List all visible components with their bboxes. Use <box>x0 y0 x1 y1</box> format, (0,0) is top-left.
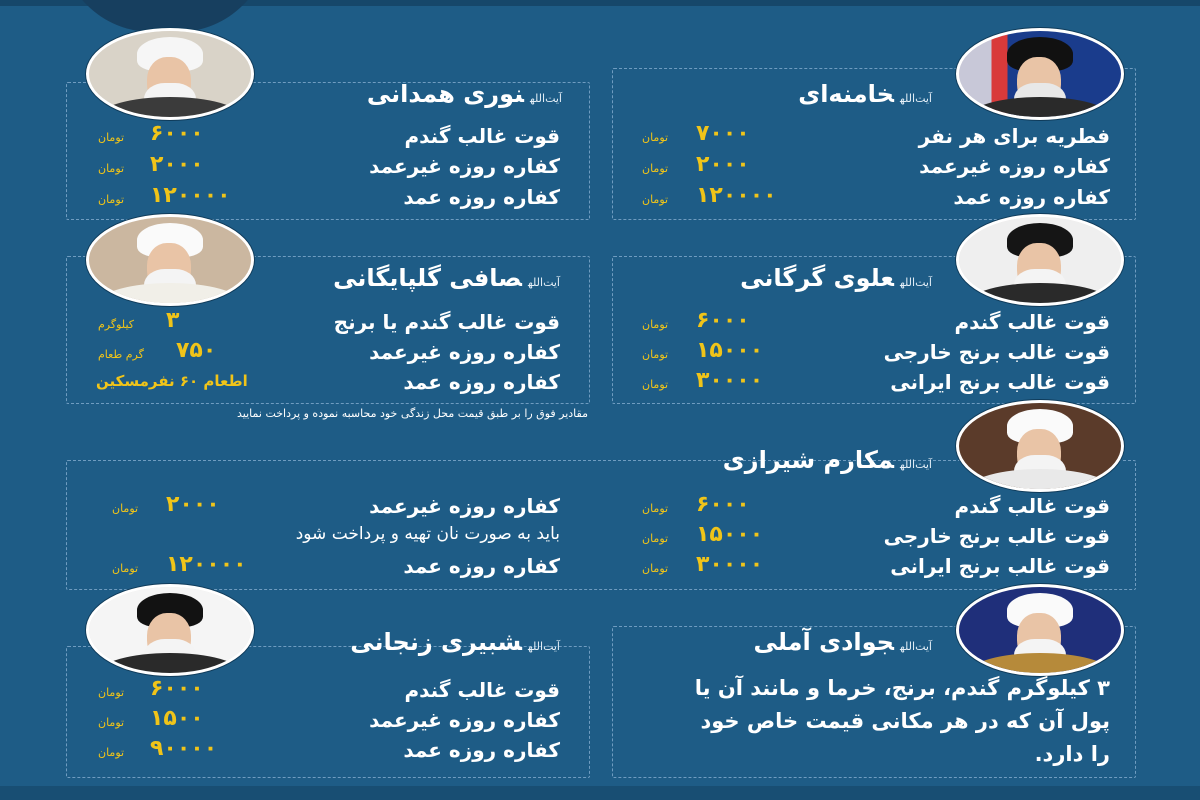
prefix-label: آیت‌الله <box>899 640 932 653</box>
unit-label: تومان <box>642 502 669 515</box>
unit-label: تومان <box>98 716 125 729</box>
unit-label: تومان <box>642 378 669 391</box>
row-shobeiri-2 <box>369 708 560 732</box>
value-shobeiri-2 <box>150 706 204 731</box>
row-label: کفاره روزه غیرعمد <box>369 494 560 518</box>
unit-label: تومان <box>98 193 125 206</box>
row-khamenei-3 <box>953 185 1110 209</box>
value: اطعام ۶۰ نفرمسکین <box>96 372 248 390</box>
value: ۶۰۰۰ <box>696 492 750 517</box>
value: ۷۵۰ <box>176 338 217 363</box>
title-shobeiri <box>350 628 560 656</box>
row-label: کفاره روزه غیرعمد <box>369 154 560 178</box>
prefix-label: آیت‌الله <box>527 276 560 289</box>
value: ۶۰۰۰ <box>150 121 204 146</box>
row-shobeiri-3 <box>403 738 560 762</box>
value: ۱۵۰۰۰ <box>696 522 764 547</box>
row-shobeiri-1 <box>404 678 560 702</box>
note-safi: مقادیر فوق را بر طبق قیمت محل زندگی خود محاسبه نموده و پرداخت نمایید <box>237 407 588 420</box>
value-makarem-r3 <box>696 552 763 577</box>
unit-label: تومان <box>642 193 669 206</box>
value-khamenei-3 <box>696 183 777 208</box>
portrait-shobeiri <box>86 584 254 676</box>
row-label: کفاره روزه غیرعمد <box>919 154 1110 178</box>
title-javadi <box>754 628 932 656</box>
row-noori-3 <box>403 185 560 209</box>
row-khamenei-1 <box>919 124 1110 148</box>
row-label: قوت غالب برنج ایرانی <box>890 554 1110 578</box>
value: ۳۰۰۰۰ <box>696 368 764 393</box>
row-label: باید به صورت نان تهیه و پرداخت شود <box>295 524 560 544</box>
prefix-label: آیت‌الله <box>899 92 932 105</box>
value: ۲۰۰۰ <box>696 152 750 177</box>
row-label: قوت غالب برنج خارجی <box>883 524 1110 548</box>
row-label: قوت غالب گندم <box>954 310 1110 334</box>
value-shobeiri-1 <box>150 676 204 701</box>
prefix-label: آیت‌الله <box>899 276 932 289</box>
row-safi-1 <box>334 310 560 334</box>
portrait-alavi <box>956 214 1124 306</box>
row-label: کفاره روزه عمد <box>403 738 560 762</box>
row-label: کفاره روزه غیرعمد <box>369 708 560 732</box>
value-makarem-l1 <box>166 492 220 517</box>
row-label: فطریه برای هر نفر <box>918 124 1110 148</box>
value-makarem-r2 <box>696 522 763 547</box>
unit-label: تومان <box>642 532 669 545</box>
row-alavi-3 <box>890 370 1110 394</box>
value-alavi-2 <box>696 338 763 363</box>
row-alavi-1 <box>954 310 1110 334</box>
value-noori-3 <box>150 183 231 208</box>
row-alavi-2 <box>884 340 1110 364</box>
row-label: قوت غالب برنج ایرانی <box>890 370 1110 394</box>
portrait-makarem <box>956 400 1124 492</box>
name-safi: صافی گلپایگانی <box>333 264 522 292</box>
unit-label: تومان <box>642 131 669 144</box>
name-javadi: جوادی آملی <box>753 628 894 656</box>
row-makarem-l3 <box>403 554 560 578</box>
row-noori-1 <box>404 124 560 148</box>
title-khamenei <box>798 80 932 108</box>
value: ۱۲۰۰۰۰ <box>696 183 777 208</box>
value-safi-2 <box>176 338 216 363</box>
row-makarem-r1 <box>954 494 1110 518</box>
row-safi-2 <box>369 340 560 364</box>
row-makarem-r2 <box>884 524 1110 548</box>
value-alavi-3 <box>696 368 763 393</box>
row-makarem-r3 <box>890 554 1110 578</box>
unit-label: تومان <box>642 318 669 331</box>
unit-gram: گرم طعام <box>98 348 144 361</box>
value: ۳۰۰۰۰ <box>696 552 764 577</box>
unit-label: تومان <box>642 162 669 175</box>
value: ۳ <box>166 308 180 333</box>
prefix-label: آیت‌الله <box>527 640 560 653</box>
name-shobeiri: شبیری زنجانی <box>350 628 522 656</box>
name-khamenei: خامنه‌ای <box>798 80 894 108</box>
row-safi-3 <box>403 370 560 394</box>
value: ۹۰۰۰۰ <box>150 736 218 761</box>
value-safi-1 <box>166 308 179 333</box>
portrait-khamenei <box>956 28 1124 120</box>
value: ۱۲۰۰۰۰ <box>166 552 247 577</box>
row-label: قوت غالب گندم <box>954 494 1110 518</box>
unit-label: تومان <box>98 131 125 144</box>
value: ۶۰۰۰ <box>150 676 204 701</box>
value-noori-2 <box>150 152 204 177</box>
unit-label: تومان <box>642 562 669 575</box>
title-alavi <box>740 264 932 292</box>
row-label: کفاره روزه غیرعمد <box>369 340 560 364</box>
name-alavi: علوی گرگانی <box>740 264 894 292</box>
unit-label: تومان <box>98 162 125 175</box>
unit-label: تومان <box>98 746 125 759</box>
value: ۱۲۰۰۰۰ <box>150 183 231 208</box>
name-noori: نوری همدانی <box>366 80 524 108</box>
row-label: قوت غالب برنج خارجی <box>883 340 1110 364</box>
row-label: کفاره روزه عمد <box>403 370 560 394</box>
row-makarem-l2 <box>296 524 560 544</box>
value: ۱۵۰۰ <box>150 706 204 731</box>
row-makarem-l1 <box>369 494 560 518</box>
title-noori <box>367 80 562 108</box>
prefix-label: آیت‌الله <box>899 458 932 471</box>
unit-kilogram: کیلوگرم <box>98 318 134 331</box>
unit-label: تومان <box>112 502 139 515</box>
portrait-javadi <box>956 584 1124 676</box>
value-khamenei-1 <box>696 121 750 146</box>
value-alavi-1 <box>696 308 750 333</box>
value: ۲۰۰۰ <box>150 152 204 177</box>
value-safi-3 <box>96 372 248 390</box>
row-label: کفاره روزه عمد <box>403 185 560 209</box>
value-makarem-r1 <box>696 492 750 517</box>
value-makarem-l3 <box>166 552 247 577</box>
row-label: قوت غالب گندم <box>404 124 560 148</box>
row-khamenei-2 <box>919 154 1110 178</box>
value-noori-1 <box>150 121 204 146</box>
row-label: قوت غالب گندم یا برنج <box>333 310 560 334</box>
portrait-safi <box>86 214 254 306</box>
row-noori-2 <box>369 154 560 178</box>
value-khamenei-2 <box>696 152 750 177</box>
value: ۶۰۰۰ <box>696 308 750 333</box>
bottom-bar <box>0 786 1200 800</box>
row-label: قوت غالب گندم <box>404 678 560 702</box>
title-makarem <box>723 446 932 474</box>
unit-label: تومان <box>112 562 139 575</box>
text-javadi: ۳ کیلوگرم گندم، برنج، خرما و مانند آن یا پول آن که در هر مکانی قیمت خاص خود را دارد. <box>694 676 1110 766</box>
value: ۷۰۰۰ <box>696 121 750 146</box>
name-makarem: مکارم شیرازی <box>722 446 894 474</box>
value-shobeiri-3 <box>150 736 217 761</box>
value: ۱۵۰۰۰ <box>696 338 764 363</box>
unit-label: تومان <box>98 686 125 699</box>
prefix-label: آیت‌الله <box>529 92 562 105</box>
value: ۲۰۰۰ <box>166 492 220 517</box>
row-label: کفاره روزه عمد <box>403 554 560 578</box>
portrait-noori <box>86 28 254 120</box>
unit-label: تومان <box>642 348 669 361</box>
row-label: کفاره روزه عمد <box>953 185 1110 209</box>
title-safi <box>333 264 560 292</box>
